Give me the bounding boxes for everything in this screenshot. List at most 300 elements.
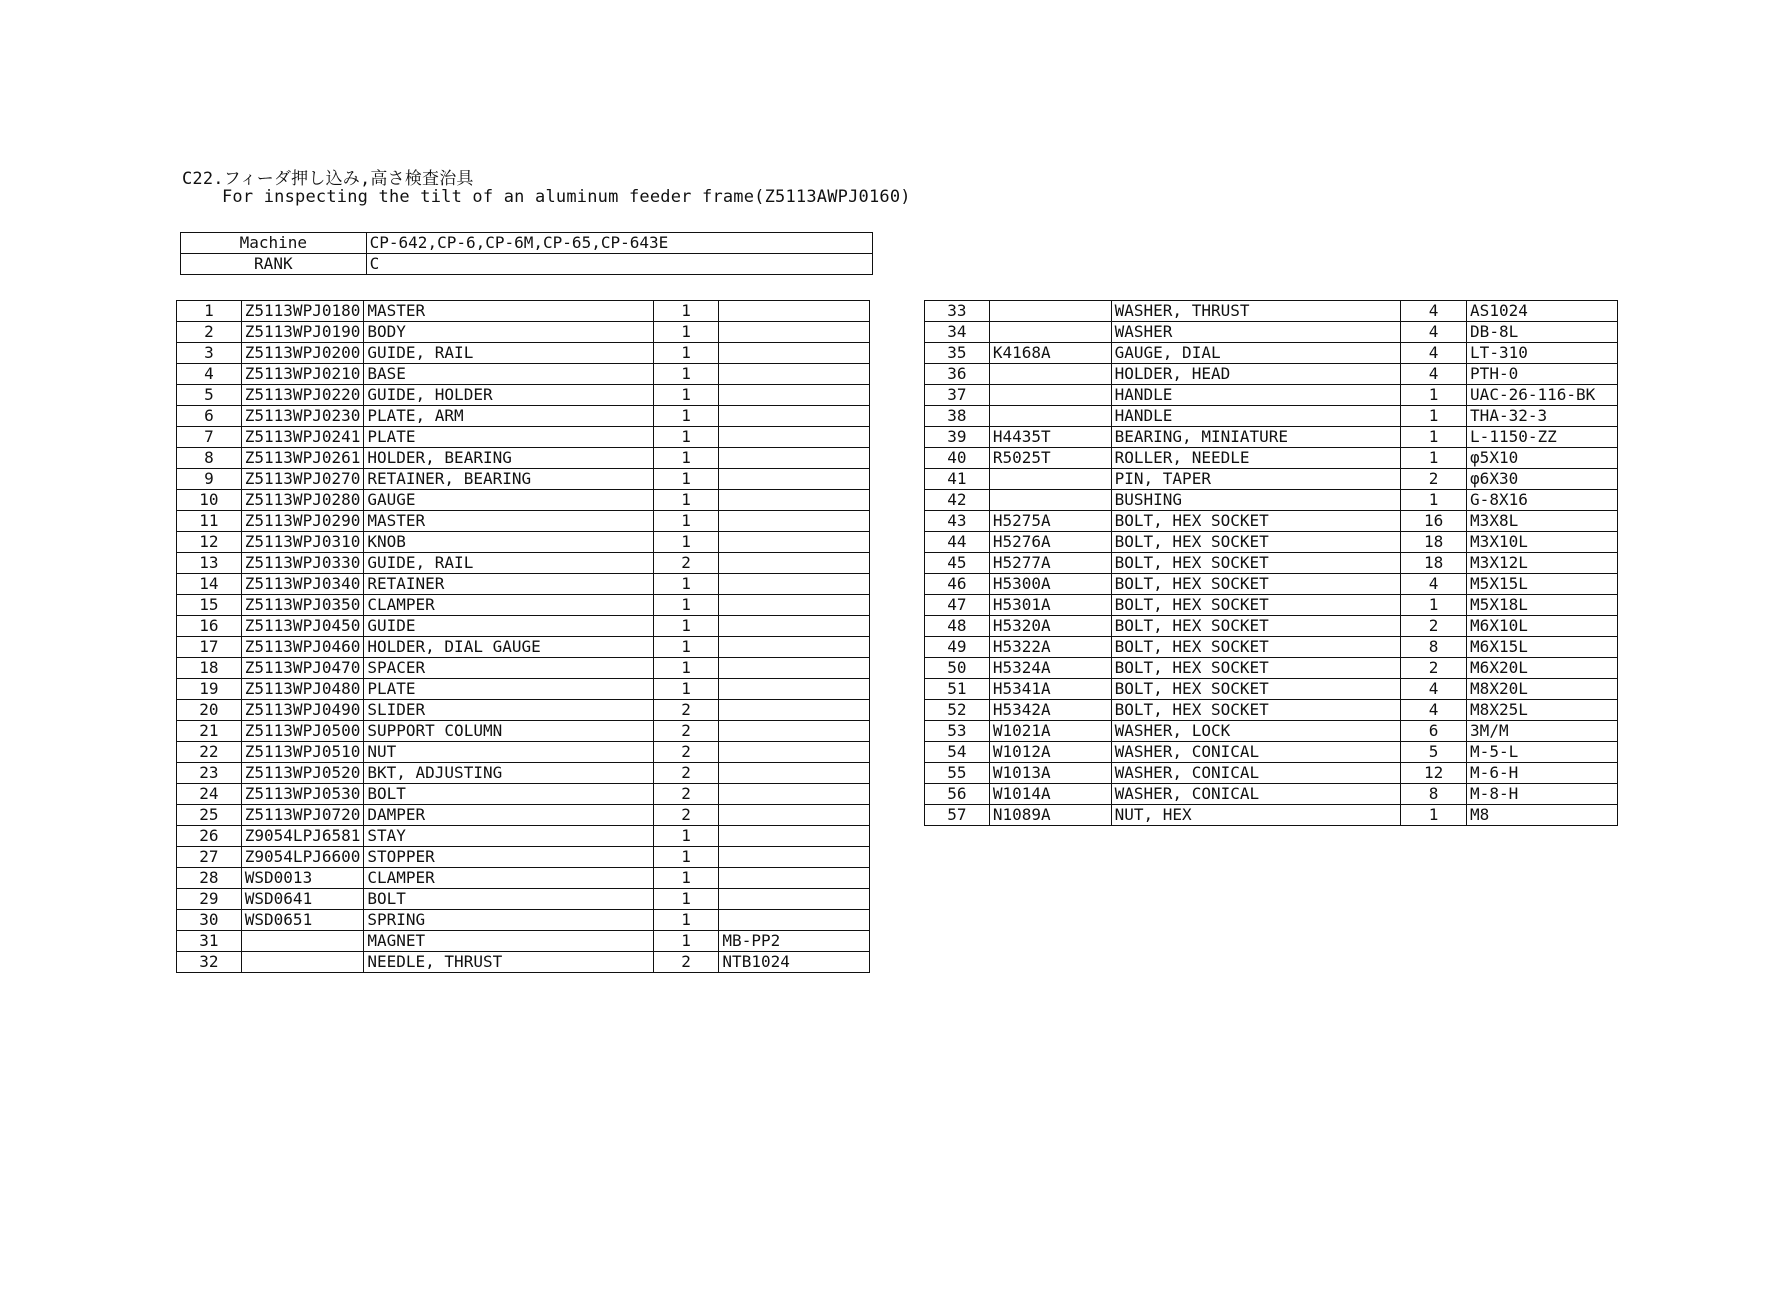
part-number: K4168A bbox=[989, 343, 1111, 364]
specification bbox=[719, 868, 870, 889]
rank-value: C bbox=[366, 254, 872, 275]
quantity: 1 bbox=[653, 679, 719, 700]
item-number: 45 bbox=[925, 553, 990, 574]
item-number: 10 bbox=[177, 490, 242, 511]
item-number: 57 bbox=[925, 805, 990, 826]
part-name: BOLT, HEX SOCKET bbox=[1111, 637, 1401, 658]
item-number: 7 bbox=[177, 427, 242, 448]
part-number: Z5113WPJ0460 bbox=[241, 637, 364, 658]
part-number: Z5113WPJ0470 bbox=[241, 658, 364, 679]
part-number: WSD0013 bbox=[241, 868, 364, 889]
part-number: Z5113WPJ0210 bbox=[241, 364, 364, 385]
part-name: BODY bbox=[364, 322, 653, 343]
table-row bbox=[177, 910, 870, 931]
part-name: WASHER, CONICAL bbox=[1111, 742, 1401, 763]
item-number: 17 bbox=[177, 637, 242, 658]
table-row bbox=[177, 574, 870, 595]
part-name: GUIDE bbox=[364, 616, 653, 637]
table-row bbox=[925, 616, 1618, 637]
part-name: RETAINER, BEARING bbox=[364, 469, 653, 490]
table-row bbox=[925, 679, 1618, 700]
table-row bbox=[177, 364, 870, 385]
table-row bbox=[177, 721, 870, 742]
table-row bbox=[925, 658, 1618, 679]
table-row bbox=[925, 301, 1618, 322]
table-row bbox=[177, 637, 870, 658]
part-number: H5276A bbox=[989, 532, 1111, 553]
item-number: 41 bbox=[925, 469, 990, 490]
table-row bbox=[177, 553, 870, 574]
table-row bbox=[177, 469, 870, 490]
specification bbox=[719, 553, 870, 574]
specification: NTB1024 bbox=[719, 952, 870, 973]
item-number: 19 bbox=[177, 679, 242, 700]
quantity: 1 bbox=[653, 343, 719, 364]
part-number: H5320A bbox=[989, 616, 1111, 637]
specification: φ5X10 bbox=[1467, 448, 1618, 469]
part-number: H5277A bbox=[989, 553, 1111, 574]
part-number: Z5113WPJ0261 bbox=[241, 448, 364, 469]
part-number bbox=[989, 364, 1111, 385]
quantity: 1 bbox=[1401, 406, 1467, 427]
table-row bbox=[925, 343, 1618, 364]
part-number: Z5113WPJ0340 bbox=[241, 574, 364, 595]
item-number: 20 bbox=[177, 700, 242, 721]
item-number: 56 bbox=[925, 784, 990, 805]
part-number: H4435T bbox=[989, 427, 1111, 448]
part-name: GUIDE, HOLDER bbox=[364, 385, 653, 406]
item-number: 3 bbox=[177, 343, 242, 364]
part-number bbox=[989, 322, 1111, 343]
part-number: Z5113WPJ0350 bbox=[241, 595, 364, 616]
part-number: H5341A bbox=[989, 679, 1111, 700]
quantity: 4 bbox=[1401, 343, 1467, 364]
part-number: Z5113WPJ0270 bbox=[241, 469, 364, 490]
quantity: 4 bbox=[1401, 364, 1467, 385]
part-name: PLATE bbox=[364, 427, 653, 448]
part-number: Z5113WPJ0290 bbox=[241, 511, 364, 532]
quantity: 1 bbox=[653, 910, 719, 931]
part-number: H5275A bbox=[989, 511, 1111, 532]
specification: PTH-0 bbox=[1467, 364, 1618, 385]
specification bbox=[719, 847, 870, 868]
quantity: 8 bbox=[1401, 784, 1467, 805]
quantity: 1 bbox=[653, 448, 719, 469]
specification: M-8-H bbox=[1467, 784, 1618, 805]
table-row bbox=[177, 343, 870, 364]
part-name: NUT bbox=[364, 742, 653, 763]
table-row bbox=[177, 847, 870, 868]
specification bbox=[719, 616, 870, 637]
quantity: 1 bbox=[653, 868, 719, 889]
part-number: H5322A bbox=[989, 637, 1111, 658]
quantity: 1 bbox=[653, 385, 719, 406]
part-name: BOLT, HEX SOCKET bbox=[1111, 616, 1401, 637]
part-number: R5025T bbox=[989, 448, 1111, 469]
part-number: Z5113WPJ0520 bbox=[241, 763, 364, 784]
item-number: 34 bbox=[925, 322, 990, 343]
parts-table-left bbox=[176, 300, 870, 973]
table-row bbox=[925, 805, 1618, 826]
part-number bbox=[241, 952, 364, 973]
item-number: 47 bbox=[925, 595, 990, 616]
specification bbox=[719, 406, 870, 427]
specification: DB-8L bbox=[1467, 322, 1618, 343]
item-number: 40 bbox=[925, 448, 990, 469]
part-name: BOLT, HEX SOCKET bbox=[1111, 595, 1401, 616]
item-number: 28 bbox=[177, 868, 242, 889]
part-name: BOLT, HEX SOCKET bbox=[1111, 532, 1401, 553]
part-name: BOLT, HEX SOCKET bbox=[1111, 700, 1401, 721]
part-number bbox=[241, 931, 364, 952]
table-row bbox=[925, 721, 1618, 742]
part-number: Z5113WPJ0220 bbox=[241, 385, 364, 406]
machine-value: CP-642,CP-6,CP-6M,CP-65,CP-643E bbox=[366, 233, 872, 254]
part-number: W1012A bbox=[989, 742, 1111, 763]
specification bbox=[719, 364, 870, 385]
part-number: H5324A bbox=[989, 658, 1111, 679]
item-number: 52 bbox=[925, 700, 990, 721]
part-name: BUSHING bbox=[1111, 490, 1401, 511]
specification bbox=[719, 679, 870, 700]
part-name: WASHER, CONICAL bbox=[1111, 784, 1401, 805]
machine-row bbox=[181, 233, 873, 254]
quantity: 1 bbox=[653, 511, 719, 532]
specification: M-5-L bbox=[1467, 742, 1618, 763]
quantity: 2 bbox=[653, 952, 719, 973]
specification bbox=[719, 658, 870, 679]
item-number: 46 bbox=[925, 574, 990, 595]
part-name: HANDLE bbox=[1111, 385, 1401, 406]
table-row bbox=[177, 679, 870, 700]
table-row bbox=[177, 763, 870, 784]
part-name: BOLT bbox=[364, 784, 653, 805]
specification bbox=[719, 490, 870, 511]
table-row bbox=[177, 658, 870, 679]
specification: AS1024 bbox=[1467, 301, 1618, 322]
table-row bbox=[925, 574, 1618, 595]
part-name: CLAMPER bbox=[364, 595, 653, 616]
part-number: W1021A bbox=[989, 721, 1111, 742]
part-name: HOLDER, HEAD bbox=[1111, 364, 1401, 385]
machine-table bbox=[180, 232, 873, 275]
item-number: 12 bbox=[177, 532, 242, 553]
item-number: 8 bbox=[177, 448, 242, 469]
table-row bbox=[925, 532, 1618, 553]
table-row bbox=[925, 406, 1618, 427]
table-row bbox=[177, 595, 870, 616]
quantity: 1 bbox=[653, 364, 719, 385]
part-number: WSD0651 bbox=[241, 910, 364, 931]
specification bbox=[719, 301, 870, 322]
quantity: 2 bbox=[653, 805, 719, 826]
part-number: H5301A bbox=[989, 595, 1111, 616]
part-number: N1089A bbox=[989, 805, 1111, 826]
part-name: WASHER bbox=[1111, 322, 1401, 343]
table-row bbox=[925, 553, 1618, 574]
part-number: W1014A bbox=[989, 784, 1111, 805]
item-number: 32 bbox=[177, 952, 242, 973]
part-number: Z5113WPJ0480 bbox=[241, 679, 364, 700]
quantity: 4 bbox=[1401, 679, 1467, 700]
quantity: 4 bbox=[1401, 700, 1467, 721]
part-name: MASTER bbox=[364, 301, 653, 322]
specification: THA-32-3 bbox=[1467, 406, 1618, 427]
specification: φ6X30 bbox=[1467, 469, 1618, 490]
item-number: 55 bbox=[925, 763, 990, 784]
part-number bbox=[989, 469, 1111, 490]
part-name: WASHER, LOCK bbox=[1111, 721, 1401, 742]
quantity: 8 bbox=[1401, 637, 1467, 658]
quantity: 2 bbox=[1401, 616, 1467, 637]
part-number: Z5113WPJ0190 bbox=[241, 322, 364, 343]
part-number: Z5113WPJ0510 bbox=[241, 742, 364, 763]
quantity: 2 bbox=[653, 553, 719, 574]
part-name: RETAINER bbox=[364, 574, 653, 595]
specification: LT-310 bbox=[1467, 343, 1618, 364]
quantity: 4 bbox=[1401, 301, 1467, 322]
rank-label: RANK bbox=[181, 254, 367, 275]
item-number: 42 bbox=[925, 490, 990, 511]
table-row bbox=[177, 511, 870, 532]
table-row bbox=[925, 637, 1618, 658]
quantity: 2 bbox=[653, 784, 719, 805]
specification: M5X15L bbox=[1467, 574, 1618, 595]
item-number: 35 bbox=[925, 343, 990, 364]
quantity: 1 bbox=[653, 490, 719, 511]
table-row bbox=[925, 700, 1618, 721]
item-number: 11 bbox=[177, 511, 242, 532]
item-number: 30 bbox=[177, 910, 242, 931]
specification bbox=[719, 700, 870, 721]
part-number bbox=[989, 385, 1111, 406]
item-number: 31 bbox=[177, 931, 242, 952]
quantity: 2 bbox=[1401, 469, 1467, 490]
item-number: 14 bbox=[177, 574, 242, 595]
specification: M8X25L bbox=[1467, 700, 1618, 721]
part-name: NUT, HEX bbox=[1111, 805, 1401, 826]
part-name: CLAMPER bbox=[364, 868, 653, 889]
part-number: Z5113WPJ0530 bbox=[241, 784, 364, 805]
part-number bbox=[989, 406, 1111, 427]
table-row bbox=[925, 511, 1618, 532]
part-name: ROLLER, NEEDLE bbox=[1111, 448, 1401, 469]
part-number: Z5113WPJ0500 bbox=[241, 721, 364, 742]
part-name: BOLT, HEX SOCKET bbox=[1111, 511, 1401, 532]
document-subtitle: For inspecting the tilt of an aluminum feeder frame(Z5113AWPJ0160) bbox=[222, 187, 911, 207]
part-name: KNOB bbox=[364, 532, 653, 553]
table-row bbox=[177, 742, 870, 763]
specification bbox=[719, 385, 870, 406]
part-number: Z5113WPJ0720 bbox=[241, 805, 364, 826]
quantity: 1 bbox=[1401, 427, 1467, 448]
specification bbox=[719, 763, 870, 784]
part-number: H5300A bbox=[989, 574, 1111, 595]
specification bbox=[719, 427, 870, 448]
table-row bbox=[177, 826, 870, 847]
item-number: 22 bbox=[177, 742, 242, 763]
part-name: HOLDER, DIAL GAUGE bbox=[364, 637, 653, 658]
item-number: 53 bbox=[925, 721, 990, 742]
quantity: 2 bbox=[653, 742, 719, 763]
specification: M3X8L bbox=[1467, 511, 1618, 532]
quantity: 2 bbox=[653, 763, 719, 784]
item-number: 38 bbox=[925, 406, 990, 427]
table-row bbox=[177, 616, 870, 637]
table-row bbox=[925, 469, 1618, 490]
specification bbox=[719, 574, 870, 595]
specification bbox=[719, 448, 870, 469]
specification bbox=[719, 595, 870, 616]
quantity: 18 bbox=[1401, 553, 1467, 574]
table-row bbox=[177, 868, 870, 889]
table-row bbox=[925, 784, 1618, 805]
quantity: 2 bbox=[653, 721, 719, 742]
parts-table-right bbox=[924, 300, 1618, 826]
item-number: 43 bbox=[925, 511, 990, 532]
quantity: 12 bbox=[1401, 763, 1467, 784]
specification bbox=[719, 322, 870, 343]
quantity: 5 bbox=[1401, 742, 1467, 763]
quantity: 1 bbox=[653, 322, 719, 343]
quantity: 1 bbox=[1401, 448, 1467, 469]
quantity: 1 bbox=[653, 931, 719, 952]
item-number: 6 bbox=[177, 406, 242, 427]
quantity: 1 bbox=[653, 469, 719, 490]
part-name: WASHER, THRUST bbox=[1111, 301, 1401, 322]
table-row bbox=[177, 427, 870, 448]
table-row bbox=[177, 805, 870, 826]
specification: M8X20L bbox=[1467, 679, 1618, 700]
specification: UAC-26-116-BK bbox=[1467, 385, 1618, 406]
table-row bbox=[177, 448, 870, 469]
specification bbox=[719, 637, 870, 658]
specification: M8 bbox=[1467, 805, 1618, 826]
quantity: 18 bbox=[1401, 532, 1467, 553]
specification bbox=[719, 532, 870, 553]
table-row bbox=[177, 700, 870, 721]
part-name: DAMPER bbox=[364, 805, 653, 826]
item-number: 49 bbox=[925, 637, 990, 658]
part-number: Z5113WPJ0310 bbox=[241, 532, 364, 553]
specification bbox=[719, 826, 870, 847]
specification bbox=[719, 805, 870, 826]
table-row bbox=[925, 322, 1618, 343]
item-number: 1 bbox=[177, 301, 242, 322]
quantity: 1 bbox=[653, 301, 719, 322]
table-row bbox=[177, 784, 870, 805]
quantity: 1 bbox=[653, 889, 719, 910]
table-row bbox=[177, 322, 870, 343]
quantity: 6 bbox=[1401, 721, 1467, 742]
part-name: BOLT, HEX SOCKET bbox=[1111, 658, 1401, 679]
part-name: GAUGE, DIAL bbox=[1111, 343, 1401, 364]
table-row bbox=[925, 385, 1618, 406]
part-name: GUIDE, RAIL bbox=[364, 343, 653, 364]
quantity: 4 bbox=[1401, 322, 1467, 343]
part-name: HANDLE bbox=[1111, 406, 1401, 427]
item-number: 4 bbox=[177, 364, 242, 385]
quantity: 1 bbox=[1401, 490, 1467, 511]
part-name: BASE bbox=[364, 364, 653, 385]
part-name: WASHER, CONICAL bbox=[1111, 763, 1401, 784]
specification bbox=[719, 721, 870, 742]
item-number: 15 bbox=[177, 595, 242, 616]
part-name: PLATE bbox=[364, 679, 653, 700]
quantity: 1 bbox=[653, 427, 719, 448]
item-number: 9 bbox=[177, 469, 242, 490]
part-number: Z5113WPJ0330 bbox=[241, 553, 364, 574]
part-name: MASTER bbox=[364, 511, 653, 532]
quantity: 2 bbox=[653, 700, 719, 721]
table-row bbox=[177, 931, 870, 952]
part-number: Z5113WPJ0241 bbox=[241, 427, 364, 448]
part-name: MAGNET bbox=[364, 931, 653, 952]
specification bbox=[719, 343, 870, 364]
quantity: 16 bbox=[1401, 511, 1467, 532]
item-number: 16 bbox=[177, 616, 242, 637]
item-number: 5 bbox=[177, 385, 242, 406]
specification: M3X12L bbox=[1467, 553, 1618, 574]
part-name: BOLT, HEX SOCKET bbox=[1111, 553, 1401, 574]
item-number: 21 bbox=[177, 721, 242, 742]
table-row bbox=[177, 952, 870, 973]
specification bbox=[719, 910, 870, 931]
part-name: SPRING bbox=[364, 910, 653, 931]
specification: 3M/M bbox=[1467, 721, 1618, 742]
part-number: Z9054LPJ6600 bbox=[241, 847, 364, 868]
part-number: WSD0641 bbox=[241, 889, 364, 910]
quantity: 1 bbox=[653, 826, 719, 847]
table-row bbox=[177, 490, 870, 511]
quantity: 1 bbox=[653, 616, 719, 637]
specification: L-1150-ZZ bbox=[1467, 427, 1618, 448]
item-number: 37 bbox=[925, 385, 990, 406]
part-name: BOLT, HEX SOCKET bbox=[1111, 679, 1401, 700]
part-name: STOPPER bbox=[364, 847, 653, 868]
specification: MB-PP2 bbox=[719, 931, 870, 952]
quantity: 1 bbox=[653, 406, 719, 427]
part-number: Z5113WPJ0490 bbox=[241, 700, 364, 721]
item-number: 24 bbox=[177, 784, 242, 805]
quantity: 4 bbox=[1401, 574, 1467, 595]
specification: M5X18L bbox=[1467, 595, 1618, 616]
part-number: Z5113WPJ0450 bbox=[241, 616, 364, 637]
quantity: 1 bbox=[1401, 595, 1467, 616]
quantity: 1 bbox=[1401, 385, 1467, 406]
part-number bbox=[989, 301, 1111, 322]
item-number: 54 bbox=[925, 742, 990, 763]
item-number: 39 bbox=[925, 427, 990, 448]
item-number: 48 bbox=[925, 616, 990, 637]
table-row bbox=[925, 763, 1618, 784]
item-number: 25 bbox=[177, 805, 242, 826]
part-number: H5342A bbox=[989, 700, 1111, 721]
part-name: NEEDLE, THRUST bbox=[364, 952, 653, 973]
part-name: GAUGE bbox=[364, 490, 653, 511]
item-number: 36 bbox=[925, 364, 990, 385]
table-row bbox=[177, 406, 870, 427]
quantity: 1 bbox=[653, 658, 719, 679]
table-row bbox=[925, 427, 1618, 448]
item-number: 26 bbox=[177, 826, 242, 847]
part-number: Z5113WPJ0230 bbox=[241, 406, 364, 427]
quantity: 1 bbox=[653, 637, 719, 658]
table-row bbox=[925, 490, 1618, 511]
quantity: 1 bbox=[653, 574, 719, 595]
quantity: 1 bbox=[653, 595, 719, 616]
part-name: BEARING, MINIATURE bbox=[1111, 427, 1401, 448]
